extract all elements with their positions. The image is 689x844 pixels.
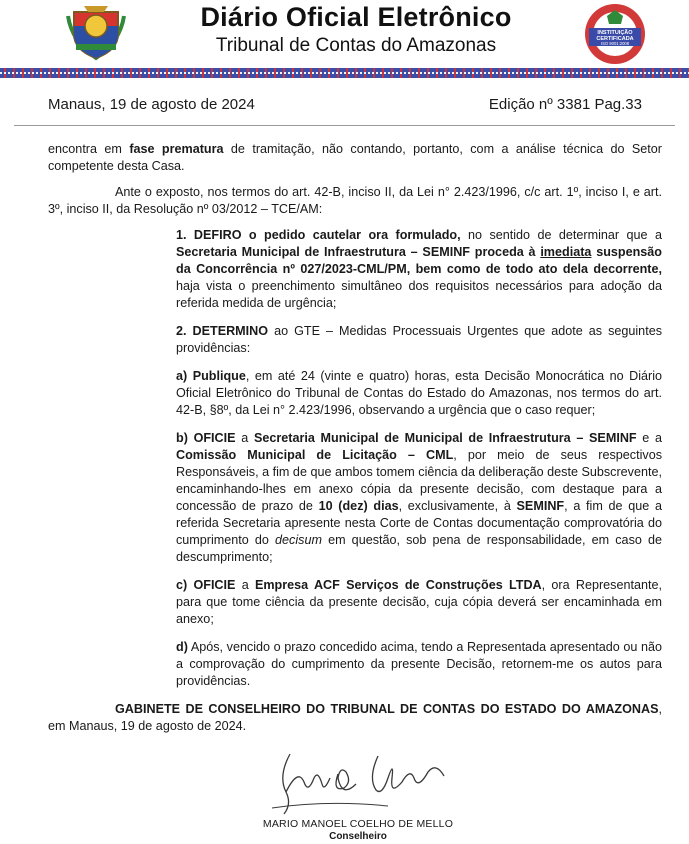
handwritten-signature [268,748,458,818]
signatory-role: Conselheiro [329,831,387,842]
closing-paragraph: GABINETE DE CONSELHEIRO DO TRIBUNAL DE CONTAS DO ESTADO DO AMAZONAS, em Manaus, 19 de agosto de 2024. [48,702,662,733]
decision-item-c: c) OFICIE a Empresa ACF Serviços de Construções LTDA, ora Representante, para que tome ciência da presente decisão, cuja cópia deverá ser encaminhada em anexo; [176,578,662,626]
decision-item-a: a) Publique, em até 24 (vinte e quatro) horas, esta Decisão Monocrática no Diário Oficial Eletrônico do Tribunal de Contas do Estado do Amazonas, nos termos do art. 42-B, §8º, da Lei n° 2.423/1996, observando a urgência que o caso requer; [176,369,663,417]
seal-text-2: CERTIFICADA [596,36,634,42]
tce-am-logo [62,4,130,62]
signatory-name: MARIO MANOEL COELHO DE MELLO [262,818,454,830]
header-decorative-band [0,68,689,78]
decision-text [48,141,662,735]
header-divider [14,125,675,126]
decision-item-2: 2. DETERMINO ao GTE – Medidas Processuais Urgentes que adote as seguintes providências: [176,324,662,355]
paragraph-legal-basis: Ante o exposto, nos termos do art. 42-B, inciso II, da Lei n° 2.423/1996, c/c art. 1º, inciso I, e art. 3º, inciso II, da Resolução nº 03/2012 – TCE/AM: [48,185,662,216]
seal-text-3: ISO 9001:2008 [600,41,630,46]
gazette-subtitle: Tribunal de Contas do Amazonas [215,35,497,56]
decision-item-1: 1. DEFIRO o pedido cautelar ora formulado, no sentido de determinar que a Secretaria Municipal de Infraestrutura – SEMINF proceda à imediata suspensão da Concorrência nº 027/2023-CML/PM, bem como de todo ato dela decorrente, haja vista o preenchimento simultâneo dos requisitos necessários para adoção da referida medida de urgência; [176,228,662,310]
edition-page: Edição nº 3381 Pag.33 [488,96,642,113]
publication-place-date: Manaus, 19 de agosto de 2024 [48,96,255,113]
seal-text-1: INSTITUIÇÃO [597,30,633,36]
certification-seal [583,2,647,66]
page-header [0,0,689,68]
gazette-title: Diário Oficial Eletrônico [200,2,512,32]
paragraph-continuation: encontra em fase prematura de tramitação, não contando, portanto, com a análise técnica do Setor competente desta Casa. [48,142,662,173]
decision-item-d: d) Após, vencido o prazo concedido acima, tendo a Representada apresentado ou não a comprovação do cumprimento da presente Decisão, retornem-me os autos para providências. [176,640,662,688]
decision-item-b: b) OFICIE a Secretaria Municipal de Municipal de Infraestrutura – SEMINF e a Comissão Municipal de Licitação – CML, por meio de seus respectivos Responsáveis, a fim de que ambos tomem ciência da deliberação deste Subscrevente, encaminhando-lhes em anexo cópia da presente decisão, com destaque para a concessão de prazo de 10 (dez) dias, exclusivamente, à SEMINF, a fim de que a referida Secretaria apresente nesta Corte de Contas documentação comprovatória do cumprimento do decisum em questão, sob pena de responsabilidade, em caso de descumprimento; [176,431,662,564]
